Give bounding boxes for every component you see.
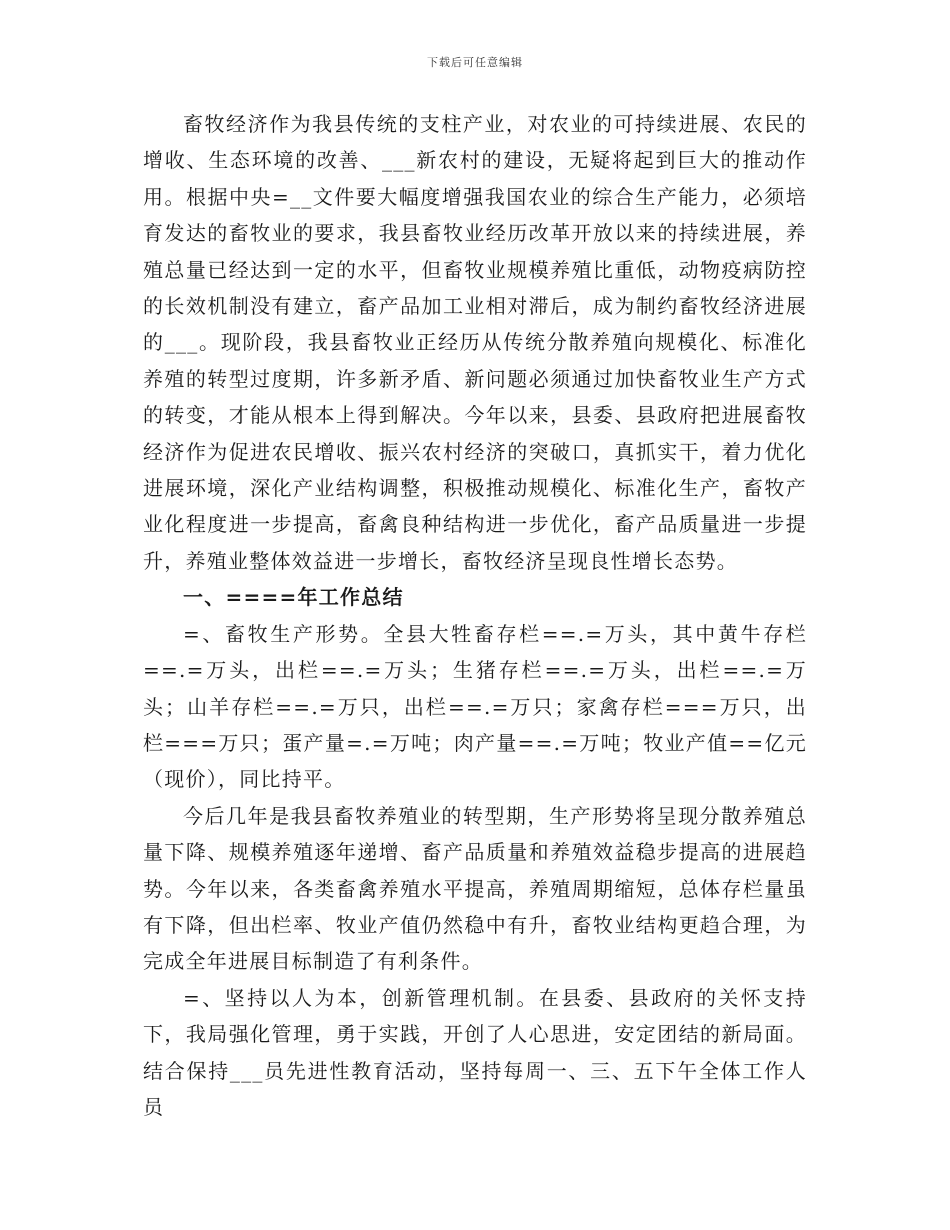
- intro-paragraph: 畜牧经济作为我县传统的支柱产业，对农业的可持续进展、农民的增收、生态环境的改善、___新农村的建设，无疑将起到巨大的推动作用。根据中央=__文件要大幅度增强我国农业的综合生产能力，必须培育发达的畜牧业的要求，我县畜牧业经历改革开放以来的持续进展，养殖总量已经达到一定的水平，但畜牧业规模养殖比重低，动物疫病防控的长效机制没有建立，畜产品加工业相对滞后，成为制约畜牧经济进展的___。现阶段，我县畜牧业正经历从传统分散养殖向规模化、标准化养殖的转型过度期，许多新矛盾、新问题必须通过加快畜牧业生产方式的转变，才能从根本上得到解决。今年以来，县委、县政府把进展畜牧经济作为促进农民增收、振兴农村经济的突破口，真抓实干，着力优化进展环境，深化产业结构调整，积极推动规模化、标准化生产，畜牧产业化程度进一步提高，畜禽良种结构进一步优化，畜产品质量进一步提升，养殖业整体效益进一步增长，畜牧经济呈现良性增长态势。: [143, 112, 807, 573]
- page-header-note: 下载后可任意编辑: [427, 56, 523, 69]
- management-paragraph: =、坚持以人为本，创新管理机制。在县委、县政府的关怀支持下，我局强化管理，勇于实践，开创了人心思进，安定团结的新局面。结合保持___员先进性教育活动，坚持每周一、三、五下午全体工作人员: [143, 985, 807, 1119]
- section-heading: 一、====年工作总结: [183, 585, 404, 610]
- document-body: [143, 106, 807, 1125]
- production-situation-paragraph: =、畜牧生产形势。全县大牲畜存栏==.=万头，其中黄牛存栏==.=万头，出栏==.=万头；生猪存栏==.=万头，出栏==.=万头；山羊存栏==.=万只，出栏==.=万只；家禽存栏===万只，出栏===万只；蛋产量=.=万吨；肉产量==.=万吨；牧业产值==亿元（现价），同比持平。: [143, 621, 807, 792]
- trend-paragraph: 今后几年是我县畜牧养殖业的转型期，生产形势将呈现分散养殖总量下降、规模养殖逐年递增、畜产品质量和养殖效益稳步提高的进展趋势。今年以来，各类畜禽养殖水平提高，养殖周期缩短，总体存栏量虽有下降，但出栏率、牧业产值仍然稳中有升，畜牧业结构更趋合理，为完成全年进展目标制造了有利条件。: [143, 803, 807, 974]
